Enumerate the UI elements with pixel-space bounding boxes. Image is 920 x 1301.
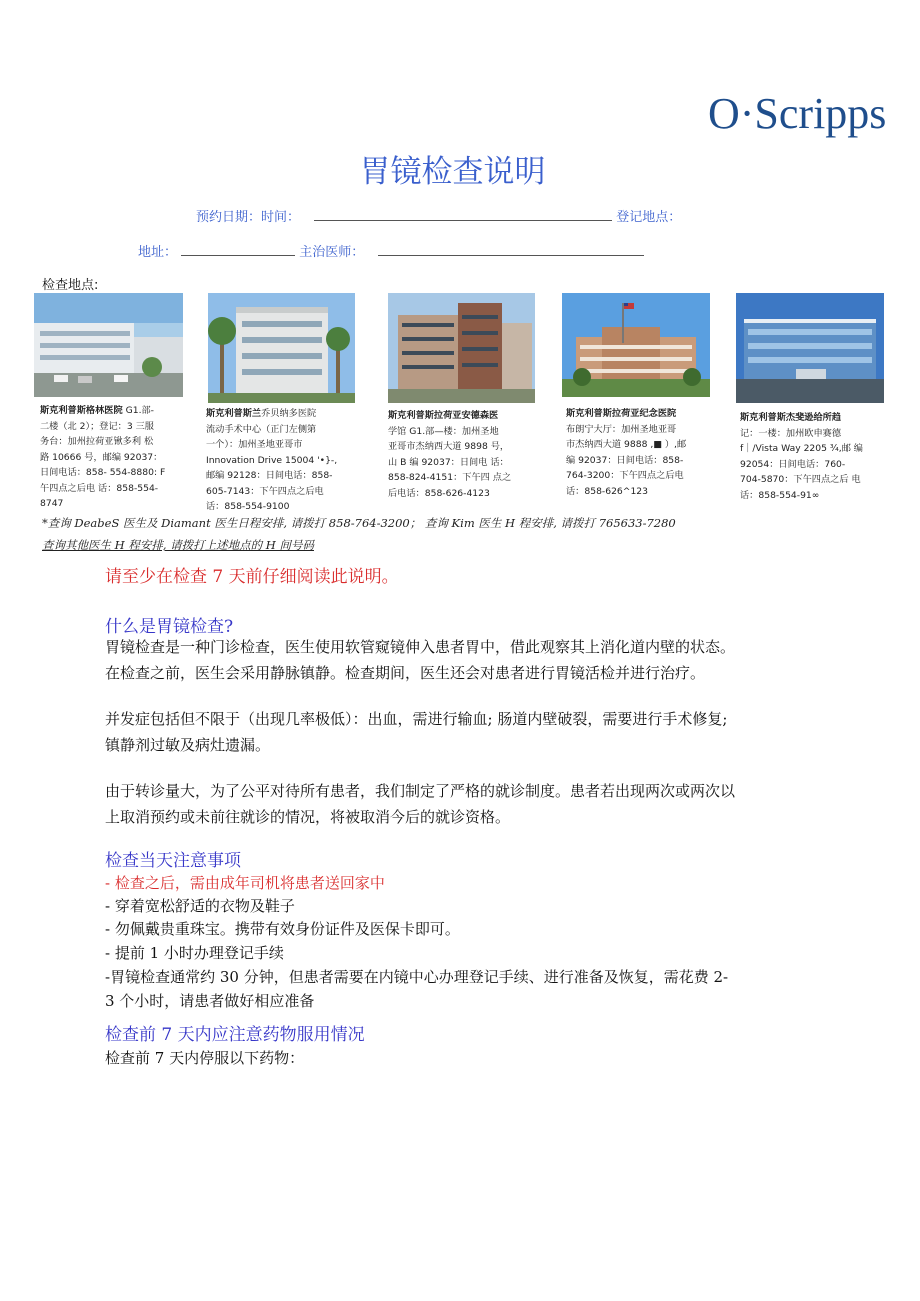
location-photo-jefferson (736, 293, 884, 403)
caption-line: 764-3200：下午四点之后电 (566, 470, 684, 481)
paragraph-line: 上取消预约或未前往就诊的情况，将被取消今后的就诊资格。 (105, 808, 511, 826)
caption-line: 话：858-554-9100 (206, 501, 290, 512)
location-caption-3 (388, 408, 538, 501)
caption-line: G1.部- (122, 405, 154, 416)
location-name: 斯克利普斯格林医院 (40, 405, 123, 416)
paragraph-line: 由于转诊量大，为了公平对待所有患者，我们制定了严格的就诊制度。患者若出现两次或两次以 (105, 782, 736, 800)
caption-line: 605-7143：下午四点之后电 (206, 485, 324, 497)
location-caption-2 (206, 406, 354, 515)
caption-line: 704-5870：下午四点之后 电 (740, 474, 861, 485)
caption-line: 编 92037：日间电话：858- (566, 454, 684, 466)
list-item: - 检查之后，需由成年司机将患者送回家中 (105, 874, 385, 892)
read-warning: 请至少在检查 7 天前仔细阅读此说明。 (105, 567, 399, 587)
caption-line: 日间电话：858- 554-8880: F (40, 467, 166, 478)
other-doctor-note (42, 537, 314, 553)
caption-line: 一个）：加州圣地亚哥市 (206, 439, 303, 450)
section-heading-medication: 检查前 7 天内应注意药物服用情况 (105, 1025, 365, 1045)
doctor-schedule-note: *查询 DeabeS 医生及 Diamant 医生日程安排, 请拨打 858-764-3200； 查询 Kim 医生 H 程安排, 请拨打 765633-7280 (42, 516, 676, 530)
caption-line: 92054：日间电话：760- (740, 458, 846, 470)
appointment-date-time-label: 预约日期：时间： (196, 210, 301, 225)
location-caption-5 (740, 410, 890, 503)
form-line-1 (196, 206, 681, 225)
location-name: 斯克利普斯杰斐逊给所趋 (740, 412, 842, 423)
caption-line: 8747 (40, 498, 64, 509)
other-doctor-note-text: 查询其他医生 H 程安排, 请拨打上述地点的 H 间号码 (42, 538, 314, 552)
date-time-blank[interactable] (314, 219, 612, 221)
caption-line: 二楼（北 2）；登记：3 三服 (40, 420, 154, 432)
caption-line: 话：858-626^123 (566, 485, 648, 497)
section-heading-what-is: 什么是胃镜检查? (105, 617, 234, 637)
caption-line: 话：858-554-91∞ (740, 489, 820, 501)
location-photo-green-hospital (34, 293, 183, 397)
paragraph-line: 胃镜检查是一种门诊检查，医生使用软管窥镜伸入患者胃中，借此观察其上消化道内壁的状态。 (105, 638, 736, 656)
section-heading-day-of: 检查当天注意事项 (105, 851, 241, 871)
list-item: - 穿着宽松舒适的衣物及鞋子 (105, 897, 295, 915)
caption-line: 亚哥市杰纳西大道 9898 号， (388, 441, 510, 452)
caption-line: 后电话：858-626-4123 (388, 487, 490, 499)
locations-label: 检查地点: (42, 278, 99, 293)
caption-line: 学馆 G1.部—楼：加州圣地 (388, 425, 499, 437)
location-photo-anderson (388, 293, 535, 403)
list-item: - 提前 1 小时办理登记手续 (105, 944, 284, 962)
doctor-label: 主治医师： (299, 245, 365, 260)
caption-line: 流动手术中心（正门左侧第 (206, 423, 317, 435)
location-caption-1 (40, 403, 180, 512)
checkin-location-label: 登记地点： (616, 210, 682, 225)
list-item: - 勿佩戴贵重珠宝。携带有效身份证件及医保卡即可。 (105, 920, 460, 938)
caption-line: 山 B 编 92037：日间电 话： (388, 456, 509, 468)
caption-line: 路 10666 号，邮编 92037： (40, 451, 163, 463)
caption-line: 记：一楼：加州欧申赛德 (740, 427, 842, 439)
list-item: -胃镜检查通常约 30 分钟，但患者需要在内镜中心办理登记手续、进行准备及恢复，需花费 2- (105, 968, 729, 986)
caption-line: 布朗宁大厅：加州圣地亚哥 (566, 423, 677, 435)
caption-line: 乔贝纳多医院 (261, 408, 317, 419)
list-item: 3 个小时，请患者做好相应准备 (105, 992, 315, 1010)
address-label: 地址： (138, 245, 178, 260)
location-name: 斯克利普斯兰 (206, 408, 262, 419)
caption-line: Innovation Drive 15004 '•}-, (206, 454, 338, 466)
location-name: 斯克利普斯拉荷亚纪念医院 (566, 408, 677, 419)
location-name: 斯克利普斯拉荷亚安德森医 (388, 410, 499, 421)
section-what-is-body (105, 634, 885, 830)
page-title: 胃镜检查说明 (359, 154, 546, 190)
paragraph-line: 镇静剂过敏及病灶遗漏。 (105, 736, 271, 754)
caption-line: f｜/Vista Way 2205 ¾,邮 编 (740, 443, 863, 454)
caption-line: 午四点之后电 话：858-554- (40, 482, 159, 494)
location-photo-memorial (562, 293, 710, 397)
address-blank[interactable] (181, 254, 295, 256)
caption-line: 858-824-4151：下午四 点之 (388, 472, 512, 483)
form-line-2 (138, 241, 644, 260)
paragraph-line: 并发症包括但不限于（出现几率极低）：出血，需进行输血; 肠道内壁破裂，需要进行手术修复; (105, 710, 728, 728)
paragraph-line: 在检查之前，医生会采用静脉镇静。检查期间，医生还会对患者进行胃镜活检并进行治疗。 (105, 664, 706, 682)
medication-intro: 检查前 7 天内停服以下药物： (105, 1049, 305, 1067)
doctor-blank[interactable] (378, 254, 644, 256)
location-photo-san-bernardo (208, 293, 355, 403)
caption-line: 邮编 92128：日间电话：858- (206, 470, 333, 481)
scripps-logo: O·Scripps (708, 89, 887, 138)
caption-line: 务台：加州拉荷亚锹多利 松 (40, 436, 154, 447)
location-caption-4 (566, 406, 714, 499)
caption-line: 市杰纳西大道 9888 ,■ ）,邮 (566, 439, 687, 450)
